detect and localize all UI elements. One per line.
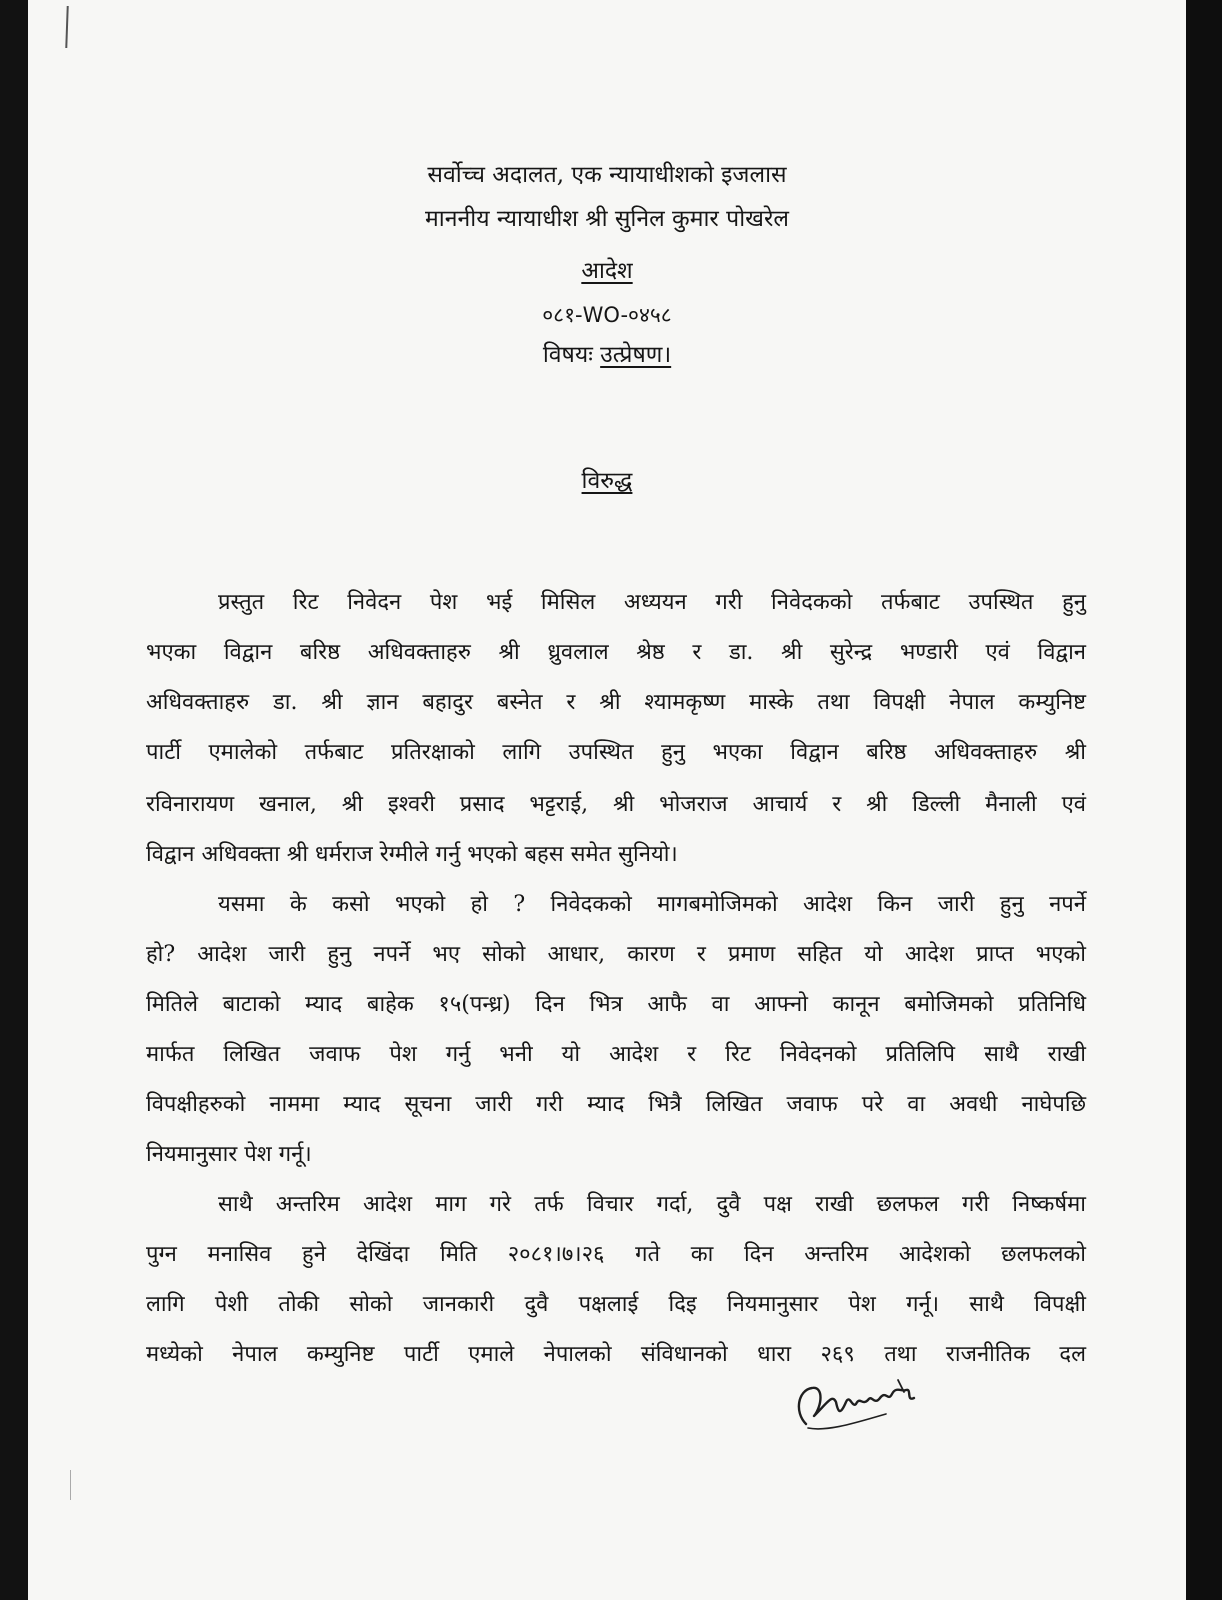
- justice-name: माननीय न्यायाधीश श्री सुनिल कुमार पोखरेल: [425, 206, 789, 232]
- paragraph-line: विद्वान अधिवक्ता श्री धर्मराज रेग्मीले गर्नु भएको बहस समेत सुनियो।: [146, 842, 678, 867]
- paragraph-line: अधिवक्ताहरु डा. श्री ज्ञान बहादुर बस्नेत र श्री श्यामकृष्ण मास्के तथा विपक्षी नेपाल कम्युनिष्ट: [146, 690, 1086, 715]
- margin-pen-mark: [65, 6, 68, 48]
- document-page: [28, 0, 1186, 1600]
- paragraph-line: रविनारायण खनाल, श्री इश्वरी प्रसाद भट्टराई, श्री भोजराज आचार्य र श्री डिल्ली मैनाली एवं: [146, 792, 1086, 817]
- subject-line: [28, 340, 1186, 370]
- subject-value: उत्प्रेषण।: [600, 342, 672, 368]
- case-number: ०८१-WO-०४५८: [542, 303, 672, 327]
- paragraph-line: पार्टी एमालेको तर्फबाट प्रतिरक्षाको लागि उपस्थित हुनु भएका विद्वान बरिष्ठ अधिवक्ताहरु श्री: [146, 740, 1086, 765]
- paragraph-line: लागि पेशी तोकी सोको जानकारी दुवै पक्षलाई दिइ नियमानुसार पेश गर्नू। साथै विपक्षी: [146, 1292, 1086, 1317]
- paragraph-line: मितिले बाटाको म्याद बाहेक १५(पन्ध्र) दिन भित्र आफै वा आफ्नो कानून बमोजिमको प्रतिनिधि: [146, 992, 1086, 1017]
- paragraph-line: प्रस्तुत रिट निवेदन पेश भई मिसिल अध्ययन गरी निवेदकको तर्फबाट उपस्थित हुनु: [218, 590, 1086, 615]
- margin-pen-mark: [70, 1470, 71, 1500]
- paragraph-line: हो? आदेश जारी हुनु नपर्ने भए सोको आधार, कारण र प्रमाण सहित यो आदेश प्राप्त भएको: [146, 942, 1086, 967]
- paragraph-line: मध्येको नेपाल कम्युनिष्ट पार्टी एमाले नेपालको संविधानको धारा २६९ तथा राजनीतिक दल: [146, 1342, 1086, 1367]
- versus-heading: विरुद्ध: [581, 468, 633, 494]
- right-scan-border: [1186, 0, 1222, 1600]
- order-title: आदेश: [581, 258, 633, 284]
- paragraph-line: मार्फत लिखित जवाफ पेश गर्नु भनी यो आदेश र रिट निवेदनको प्रतिलिपि साथै राखी: [146, 1042, 1086, 1067]
- paragraph-line: नियमानुसार पेश गर्नू।: [146, 1142, 312, 1167]
- paragraph-line: पुग्न मनासिव हुने देखिंदा मिति २०८१।७।२६ गते का दिन अन्तरिम आदेशको छलफलको: [146, 1242, 1086, 1267]
- signature: [788, 1372, 958, 1442]
- paragraph-line: साथै अन्तरिम आदेश माग गरे तर्फ विचार गर्दा, दुवै पक्ष राखी छलफल गरी निष्कर्षमा: [218, 1192, 1086, 1217]
- subject-label: विषयः: [542, 342, 593, 368]
- paragraph-line: भएका विद्वान बरिष्ठ अधिवक्ताहरु श्री ध्रुवलाल श्रेष्ठ र डा. श्री सुरेन्द्र भण्डारी एवं विद्वान: [146, 640, 1086, 665]
- paragraph-line: यसमा के कसो भएको हो ? निवेदकको मागबमोजिमको आदेश किन जारी हुनु नपर्ने: [218, 892, 1086, 917]
- paragraph-line: विपक्षीहरुको नाममा म्याद सूचना जारी गरी म्याद भित्रै लिखित जवाफ परे वा अवधी नाघेपछि: [146, 1092, 1086, 1117]
- court-name: सर्वोच्च अदालत, एक न्यायाधीशको इजलास: [427, 162, 787, 188]
- left-scan-border: [0, 0, 28, 1600]
